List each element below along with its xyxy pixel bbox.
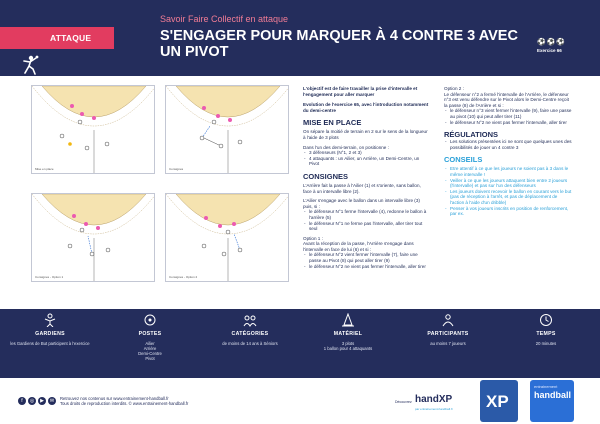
info-postes (104, 309, 196, 361)
handxp-logo[interactable] (395, 388, 469, 414)
court-drawing (32, 194, 155, 282)
diagram-caption: Consignes - Option 2 (169, 275, 198, 279)
option2-text: Le défenseur n°2 a fermé l'intervalle de l'Arrière, le défenseur n°3 est venu défendre sur le Pivot alors le Demi-Centre reçoit la passe (8) de l'Arrière et si : (444, 91, 569, 108)
participants-icon (441, 313, 455, 327)
court-diagram-setup (31, 85, 155, 174)
list-item: - 4 attaquants : un Ailier, un Arrière, un Demi-Centre, un Pivot (303, 156, 429, 167)
handxp-logo-word: handXP (415, 394, 453, 405)
info-title: TEMPS (536, 331, 556, 337)
court-diagram-option1 (31, 193, 155, 282)
objective-text: L'objectif est de faire travailler la prise d'intervalle et l'engagement pour aller marquer (303, 86, 418, 97)
list-item: - le défenseur N°2 ne vient pas fermer l'intervalle, aller tirer (444, 120, 572, 126)
position-icon (143, 313, 157, 327)
handball-logo-word: handball (534, 390, 572, 400)
social-links (18, 397, 56, 405)
info-value: 3 plots 1 ballon pour 4 attaquants (323, 341, 373, 351)
list-item: - le défenseur N°2 vient fermer l'intervalle (7), faire une passe au Pivot (8) qui peut aller tirer (9) (303, 252, 429, 263)
entrainement-handball-logo[interactable] (530, 380, 574, 422)
diagram-caption: Consignes - Option 1 (35, 275, 64, 279)
info-categories (204, 309, 296, 346)
list-item: - le défenseur N°1 ne ferme pas l'intervalle, aller tirer tout seul (303, 221, 429, 232)
court-drawing (32, 86, 155, 174)
twitter-icon[interactable]: ✉ (49, 398, 55, 404)
info-value: de moins de 14 ans à Séniors (222, 341, 278, 346)
info-value: 20 minutes (535, 341, 557, 346)
diagram-caption: Consignes (169, 167, 184, 171)
option2-title: Option 2 : (444, 86, 464, 91)
text-column-right (444, 86, 572, 217)
section-title-mise-en-place: MISE EN PLACE (303, 118, 362, 128)
diagram-caption: Mise en place (35, 167, 54, 171)
info-participants (402, 309, 494, 346)
court-drawing (166, 86, 289, 174)
info-value: Ailier Arrière Demi-Centre Pivot (138, 341, 162, 361)
handxp-logo-prefix: Découvrez (395, 400, 412, 404)
page-subtitle: Savoir Faire Collectif en attaque (160, 14, 289, 24)
text-column-middle (303, 86, 429, 269)
handxp-logo-tagline: par entrainement-handball.fr (415, 407, 453, 411)
categories-icon (243, 313, 257, 327)
copyright-line: Tous droits de reproduction interdits. © www.entrainement-handball.fr (60, 401, 189, 406)
info-value: les Gardiens de But participent à l'exercice (10, 341, 90, 346)
copyright-line: Retrouvez nos contenus sur www.entrainement-handball.fr (60, 396, 169, 401)
list-item: - Etre attentif à ce que les joueurs ne soient pas à 3 dans le même intervalle ! (444, 166, 572, 177)
info-value: au moins 7 joueurs (430, 341, 466, 346)
consignes-text: L'Ailier s'engage avec le ballon dans un intervalle libre (3) puis, si : (303, 198, 420, 209)
court-drawing (166, 194, 289, 282)
handball-player-icon (20, 55, 42, 75)
difficulty-balls-icon: ⚽⚽⚽ (537, 39, 567, 46)
copyright-text (60, 396, 188, 406)
category-tag-label: ATTAQUE (50, 33, 92, 43)
info-title: GARDIENS (35, 331, 65, 337)
evolution-text: Evolution de l'exercice 65, avec l'introduction notamment du demi-centre (303, 102, 429, 113)
mise-en-place-text: Dans l'un des demi-terrain, on positionne : (303, 144, 389, 150)
court-diagram-consignes (165, 85, 289, 174)
list-item: - le défenseur N°1 ferme l'intervalle (4), redonne le ballon à l'arrière (5) (303, 209, 429, 220)
info-temps (500, 309, 592, 346)
exercise-number: Exercice 66 (537, 48, 562, 53)
list-item: - le défenseur n°3 vient fermer l'intervalle (9), faire une passe au pivot (10) qui peut aller tirer (11) (444, 108, 572, 119)
info-title: CATÉGORIES (231, 331, 269, 337)
info-gardiens (4, 309, 96, 346)
info-materiel (302, 309, 394, 351)
mise-en-place-text: On sépare la moitié de terrain en 2 sur le sens de la longueur à l'aide de 3 plots (303, 129, 428, 140)
clock-icon (539, 313, 553, 327)
list-item: - 3 défenseurs (N°1, 2 et 3) (303, 150, 429, 156)
list-item: - Les solutions présentées ici ne sont que quelques unes des possibilités de jouer un 4 contre 3 (444, 139, 572, 150)
handball-logo-prefix: entrainement (534, 384, 558, 389)
option1-title: Option 1 : (303, 235, 323, 241)
cone-icon (341, 313, 355, 327)
page-title: S'ENGAGER POUR MARQUER À 4 CONTRE 3 AVEC UN PIVOT (160, 28, 518, 60)
info-title: POSTES (138, 331, 162, 337)
xp-app-logo[interactable] (480, 380, 518, 422)
facebook-icon[interactable]: f (18, 397, 26, 405)
list-item: - Les joueurs doivent recevoir le ballon en courant vers le but (pas de réception à l'arrêt, et pas de déplacement de l'action à l'aide d'un dribble) (444, 189, 572, 206)
list-item: - Penser à vos joueurs inscrits en position de renforcement, par ex. (444, 206, 572, 217)
option1-text: Avant la réception de la passe, l'Arrière s'engage dans l'intervalle en face de lui (6) et si : (303, 241, 414, 252)
info-title: PARTICIPANTS (427, 331, 469, 337)
youtube-icon[interactable]: ▶ (38, 397, 46, 405)
info-footer (0, 309, 600, 378)
header-banner (0, 0, 600, 76)
category-tag (0, 27, 114, 49)
list-item: - Veiller à ce que les joueurs attaquent bien entre 2 joueurs (l'intervalle) et pas sur l'un des défenseurs (444, 178, 572, 189)
section-title-regulations: RÉGULATIONS (444, 130, 499, 140)
court-diagram-option2 (165, 193, 289, 282)
list-item: - le défenseur N°2 ne vient pas fermer l'intervalle, aller tirer (303, 264, 429, 270)
info-title: MATÉRIEL (333, 331, 363, 337)
goalkeeper-icon (43, 313, 57, 327)
section-title-consignes: CONSIGNES (303, 171, 349, 181)
bottom-strip (0, 378, 600, 424)
xp-logo-text: XP (486, 392, 509, 411)
section-title-conseils: CONSEILS (444, 155, 483, 165)
instagram-icon[interactable]: ◎ (29, 398, 35, 404)
consignes-text: L'Arrière fait la passe à l'Ailier (1) et s'oriente, sans ballon, face à un intervalle libre (2). (303, 182, 421, 194)
